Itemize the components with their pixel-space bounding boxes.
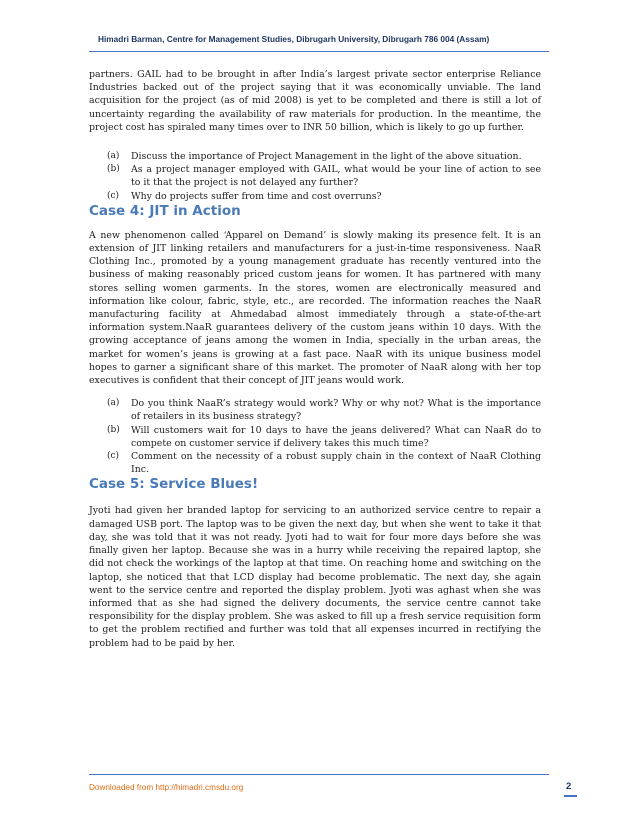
case4-paragraph: A new phenomenon called ‘Apparel on Demand’ is slowly making its presence felt. It is an extension of JIT linking retailers and manufacturers for a just-in-time responsiveness. NaaR Clothing Inc., promoted by a young management graduate has recently ventured into the business of making reasonably priced custom jeans for women. It has partnered with many stores selling women garments. In the stores, women are electronically measured and information like colour, fabric, style, etc., are recorded. The information reaches the NaaR manufacturing facility at Ahmedabad almost immediately through a state-of-the-art information system.NaaR guarantees delivery of the custom jeans within 10 days. With the growing acceptance of jeans among the women in India, specially in the urban areas, the market for women’s jeans is growing at a fast pace. NaaR with its unique business model hopes to garner a significant share of this market. The promoter of NaaR along with her top executives is confident that their concept of JIT jeans would work. xyxy=(89,229,541,387)
question-item xyxy=(107,424,541,450)
question-text: As a project manager employed with GAIL, what would be your line of action to see to it that the project is not delayed any further? xyxy=(131,164,541,189)
case4-question-list xyxy=(89,397,541,476)
question-label: (c) xyxy=(107,451,120,462)
case5-paragraph: Jyoti had given her branded laptop for servicing to an authorized service centre to repair a damaged USB port. The laptop was to be given the next day, but when she went to take it that day, she was told that it was not ready. Jyoti had to wait for four more days before she was finally given her laptop. Because she was in a hurry while receiving the repaired laptop, she did not check the workings of the laptop at that time. On reaching home and switching on the laptop, she noticed that that LCD display had become problematic. The next day, she again went to the service centre and reported the display problem. Jyoti was aghast when she was informed that as she had signed the delivery documents, the service centre cannot take responsibility for the display problem. She was asked to fill up a fresh service requisition form to get the problem rectified and further was told that all expenses incurred in rectifying the problem had to be paid by her. xyxy=(89,505,541,649)
footer-divider xyxy=(89,774,549,775)
question-item xyxy=(107,150,541,163)
question-text: Why do projects suffer from time and cost overruns? xyxy=(131,190,382,202)
question-text: Discuss the importance of Project Management in the light of the above situation. xyxy=(131,151,522,163)
question-item xyxy=(107,190,541,203)
question-label: (b) xyxy=(107,424,120,435)
question-text: Comment on the necessity of a robust supply chain in the context of NaaR Clothing Inc. xyxy=(131,451,541,476)
intro-question-list xyxy=(89,150,541,203)
question-item xyxy=(107,163,541,189)
header-divider xyxy=(89,51,549,52)
page-body xyxy=(89,68,541,650)
question-text: Will customers wait for 10 days to have the jeans delivered? What can NaaR do to compete on customer service if delivery takes this much time? xyxy=(131,424,541,449)
case4-heading: Case 4: JIT in Action xyxy=(89,202,241,219)
page-number-underline xyxy=(564,795,577,797)
question-label: (c) xyxy=(107,190,120,201)
question-text: Do you think NaaR’s strategy would work? Why or why not? What is the importance of retailers in its business strategy? xyxy=(131,398,541,423)
page-number: 2 xyxy=(566,781,572,792)
question-label: (a) xyxy=(107,398,120,409)
intro-paragraph: partners. GAIL had to be brought in after India’s largest private sector enterprise Reliance Industries backed out of the project saying that it was economically unviable. The land acquisition for the project (as of mid 2008) is yet to be completed and there is still a lot of uncertainty regarding the availability of raw materials for production. In the meantime, the project cost has spiraled many times over to INR 50 billion, which is likely to go up further. xyxy=(89,69,541,133)
footer-download-link[interactable]: Downloaded from http://himadri.cmsdu.org xyxy=(89,783,244,792)
case5-heading: Case 5: Service Blues! xyxy=(89,476,259,493)
question-item xyxy=(107,450,541,476)
question-item xyxy=(107,397,541,423)
question-label: (b) xyxy=(107,164,120,175)
running-header: Himadri Barman, Centre for Management Studies, Dibrugarh University, Dibrugarh 786 004 (Assam) xyxy=(98,34,490,44)
question-label: (a) xyxy=(107,151,120,162)
